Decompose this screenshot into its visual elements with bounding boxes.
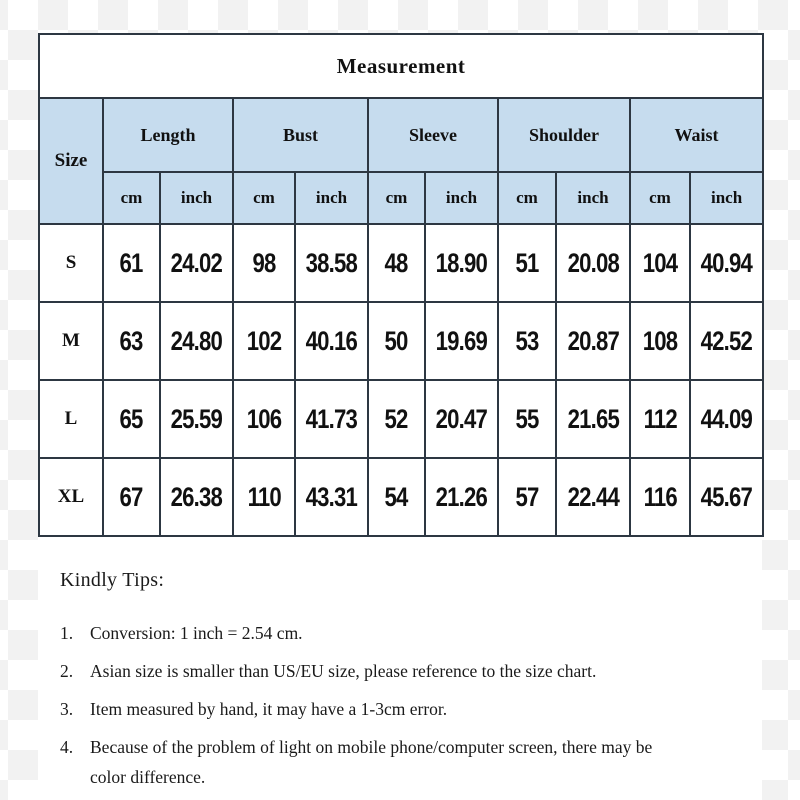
tip-item-1 <box>60 618 674 648</box>
cell-s-shoulder-cm <box>498 224 556 302</box>
table-header-row <box>39 98 763 172</box>
value: 52 <box>384 403 408 434</box>
cell-s-sleeve-cm <box>368 224 425 302</box>
cell-m-waist-inch <box>690 302 763 380</box>
value: 24.80 <box>170 325 223 356</box>
size-label-s: S <box>39 224 103 302</box>
cell-xl-waist-cm <box>630 458 690 536</box>
value: 98 <box>252 247 276 278</box>
value: 53 <box>515 325 539 356</box>
tips-heading: Kindly Tips: <box>60 569 165 591</box>
value: 112 <box>643 403 677 434</box>
unit-bust-cm: cm <box>233 172 295 224</box>
value: 18.90 <box>435 247 488 278</box>
tip-text: Asian size is smaller than US/EU size, please reference to the size chart. <box>90 661 597 682</box>
value: 104 <box>642 247 678 278</box>
value: 51 <box>515 247 539 278</box>
unit-sleeve-cm: cm <box>368 172 425 224</box>
value: 41.73 <box>305 403 358 434</box>
header-sleeve: Sleeve <box>368 98 498 172</box>
tip-item-4 <box>60 732 674 792</box>
value: 44.09 <box>700 403 753 434</box>
unit-bust-inch: inch <box>295 172 368 224</box>
cell-s-waist-cm <box>630 224 690 302</box>
cell-l-waist-inch <box>690 380 763 458</box>
unit-shoulder-cm: cm <box>498 172 556 224</box>
tip-number: 4. <box>60 737 74 758</box>
unit-shoulder-inch: inch <box>556 172 630 224</box>
value: 22.44 <box>567 481 619 512</box>
tip-number: 1. <box>60 623 74 643</box>
value: 43.31 <box>305 481 358 512</box>
value: 55 <box>515 403 539 434</box>
table-title: Measurement <box>39 34 763 98</box>
cell-l-bust-cm <box>233 380 295 458</box>
value: 26.38 <box>170 481 223 512</box>
measurement-table <box>38 33 764 537</box>
value: 21.26 <box>435 481 488 512</box>
value: 116 <box>643 481 677 512</box>
value: 38.58 <box>305 247 358 278</box>
value: 102 <box>246 325 282 356</box>
value: 21.65 <box>567 403 619 434</box>
value: 45.67 <box>700 481 753 512</box>
value: 40.94 <box>700 247 753 278</box>
cell-xl-waist-inch <box>690 458 763 536</box>
value: 106 <box>246 403 282 434</box>
tip-item-2 <box>60 656 674 686</box>
cell-s-bust-inch <box>295 224 368 302</box>
cell-m-bust-cm <box>233 302 295 380</box>
cell-m-length-inch <box>160 302 233 380</box>
cell-xl-bust-inch <box>295 458 368 536</box>
cell-l-shoulder-cm <box>498 380 556 458</box>
table-row-s <box>39 224 763 302</box>
cell-s-sleeve-inch <box>425 224 498 302</box>
cell-l-shoulder-inch <box>556 380 630 458</box>
table-title-row <box>39 34 763 98</box>
unit-waist-inch: inch <box>690 172 763 224</box>
cell-s-waist-inch <box>690 224 763 302</box>
value: 57 <box>515 481 539 512</box>
value: 63 <box>119 325 143 356</box>
cell-l-sleeve-inch <box>425 380 498 458</box>
cell-l-length-cm <box>103 380 160 458</box>
value: 20.47 <box>435 403 488 434</box>
size-label-l: L <box>39 380 103 458</box>
header-shoulder: Shoulder <box>498 98 630 172</box>
value: 42.52 <box>700 325 753 356</box>
header-length: Length <box>103 98 233 172</box>
cell-xl-length-cm <box>103 458 160 536</box>
tip-text: Item measured by hand, it may have a 1-3cm error. <box>90 699 448 720</box>
cell-m-length-cm <box>103 302 160 380</box>
value: 24.02 <box>170 247 223 278</box>
value: 65 <box>119 403 143 434</box>
tips-list <box>60 618 674 792</box>
cell-m-shoulder-inch <box>556 302 630 380</box>
tip-number: 2. <box>60 661 74 682</box>
value: 40.16 <box>305 325 358 356</box>
unit-length-inch: inch <box>160 172 233 224</box>
size-label-m: M <box>39 302 103 380</box>
table-row-xl <box>39 458 763 536</box>
value: 48 <box>384 247 408 278</box>
value: 108 <box>642 325 678 356</box>
tip-item-3 <box>60 694 674 724</box>
value: 19.69 <box>435 325 488 356</box>
unit-sleeve-inch: inch <box>425 172 498 224</box>
value: 110 <box>247 481 281 512</box>
unit-length-cm: cm <box>103 172 160 224</box>
kindly-tips-section <box>38 569 762 792</box>
header-waist: Waist <box>630 98 763 172</box>
cell-xl-shoulder-inch <box>556 458 630 536</box>
value: 54 <box>384 481 408 512</box>
size-label-xl: XL <box>39 458 103 536</box>
value: 67 <box>119 481 143 512</box>
header-bust: Bust <box>233 98 368 172</box>
unit-waist-cm: cm <box>630 172 690 224</box>
cell-s-shoulder-inch <box>556 224 630 302</box>
cell-l-length-inch <box>160 380 233 458</box>
cell-m-bust-inch <box>295 302 368 380</box>
tip-text: Conversion: 1 inch = 2.54 cm. <box>90 623 303 643</box>
size-chart-panel <box>38 33 762 800</box>
value: 20.08 <box>567 247 619 278</box>
table-unit-row <box>39 172 763 224</box>
header-size: Size <box>39 98 103 224</box>
cell-l-waist-cm <box>630 380 690 458</box>
cell-xl-sleeve-cm <box>368 458 425 536</box>
value: 50 <box>384 325 408 356</box>
cell-s-length-inch <box>160 224 233 302</box>
table-row-m <box>39 302 763 380</box>
cell-l-bust-inch <box>295 380 368 458</box>
table-row-l <box>39 380 763 458</box>
value: 25.59 <box>170 403 223 434</box>
cell-m-waist-cm <box>630 302 690 380</box>
cell-l-sleeve-cm <box>368 380 425 458</box>
value: 61 <box>119 247 143 278</box>
cell-m-shoulder-cm <box>498 302 556 380</box>
cell-m-sleeve-cm <box>368 302 425 380</box>
tip-number: 3. <box>60 699 74 720</box>
tip-text: Because of the problem of light on mobile phone/computer screen, there may be color difference. <box>90 737 653 788</box>
cell-xl-shoulder-cm <box>498 458 556 536</box>
cell-m-sleeve-inch <box>425 302 498 380</box>
cell-s-length-cm <box>103 224 160 302</box>
cell-s-bust-cm <box>233 224 295 302</box>
cell-xl-sleeve-inch <box>425 458 498 536</box>
cell-xl-bust-cm <box>233 458 295 536</box>
cell-xl-length-inch <box>160 458 233 536</box>
value: 20.87 <box>567 325 619 356</box>
